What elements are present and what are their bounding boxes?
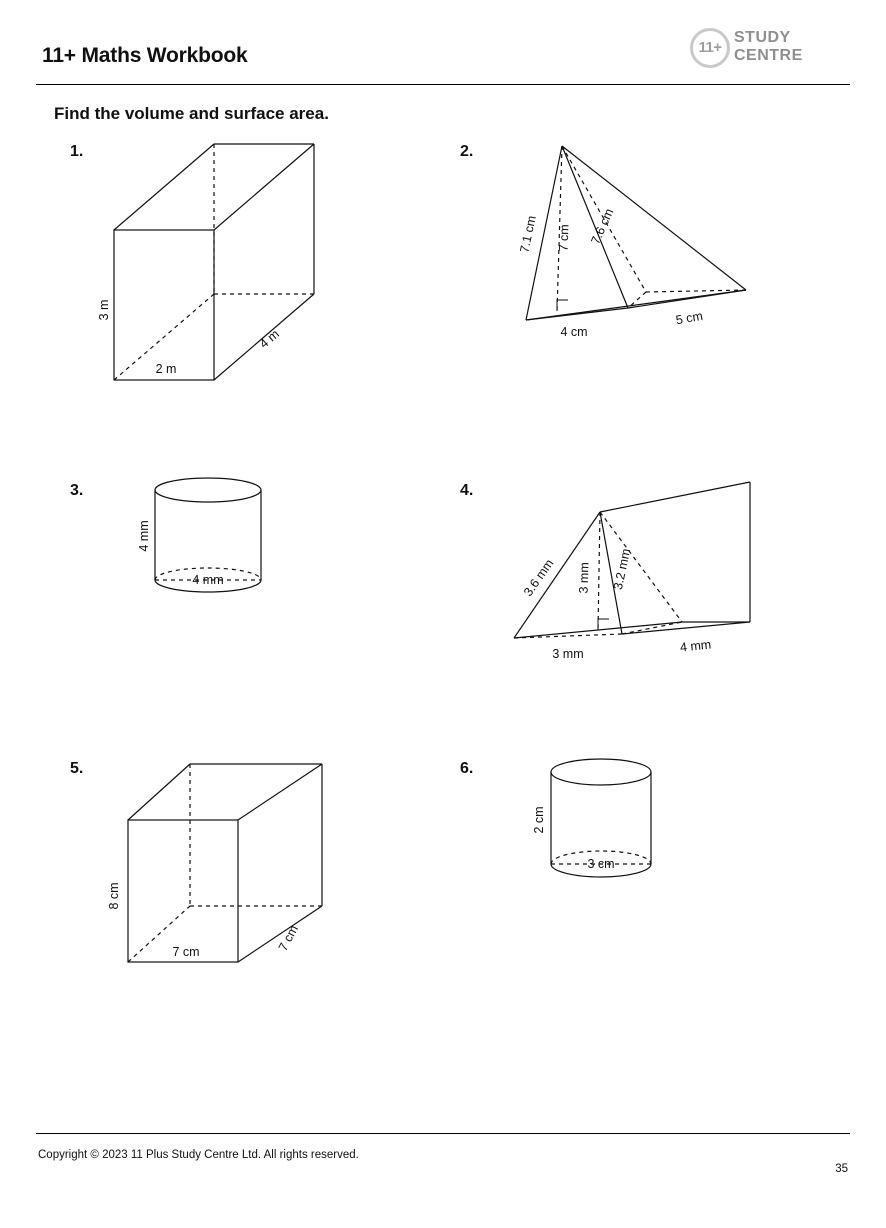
label-q4-base: 3 mm xyxy=(552,647,584,661)
header-divider xyxy=(36,84,850,85)
figure-question-6 xyxy=(532,748,720,908)
figure-question-4 xyxy=(500,470,780,670)
page-title: 11+ Maths Workbook xyxy=(42,44,248,67)
label-q2-height: 7 cm xyxy=(556,224,572,252)
label-q5-height: 8 cm xyxy=(107,882,121,910)
label-q3-diameter: 4 mm xyxy=(192,573,224,587)
label-q2-length: 5 cm xyxy=(674,308,704,328)
page-header xyxy=(0,0,886,90)
label-q1-depth: 4 m xyxy=(256,326,282,351)
figure-question-5 xyxy=(100,748,360,988)
label-q4-slant-right: 3.2 mm xyxy=(610,547,634,592)
question-number-1: 1. xyxy=(70,143,84,160)
logo-wordmark xyxy=(734,29,803,65)
figure-question-3 xyxy=(137,470,320,630)
instruction-text: Find the volume and surface area. xyxy=(54,104,329,123)
label-q5-depth: 7 cm xyxy=(275,922,302,954)
label-q2-slant-right: 7.6 cm xyxy=(588,206,617,247)
label-q4-slant-left: 3.6 mm xyxy=(521,556,557,599)
logo xyxy=(690,26,850,72)
label-q4-length: 4 mm xyxy=(679,637,712,655)
logo-badge-text: 11+ xyxy=(698,39,722,56)
question-number-6: 6. xyxy=(460,760,474,777)
question-number-3: 3. xyxy=(70,482,84,499)
logo-line-1: STUDY xyxy=(734,29,791,46)
question-number-2: 2. xyxy=(460,143,474,160)
label-q1-height: 3 m xyxy=(97,299,111,321)
footer-page-number: 35 xyxy=(835,1163,848,1175)
label-q5-width: 7 cm xyxy=(172,945,200,959)
logo-badge-icon xyxy=(690,28,730,68)
footer-divider xyxy=(36,1133,850,1134)
label-q2-base: 4 cm xyxy=(560,325,588,339)
label-q6-diameter: 3 cm xyxy=(587,857,615,871)
label-q2-slant-left: 7.1 cm xyxy=(517,214,539,254)
question-number-5: 5. xyxy=(70,760,84,777)
label-q4-height: 3 mm xyxy=(576,562,592,594)
footer-copyright: Copyright © 2023 11 Plus Study Centre Ltd. All rights reserved. xyxy=(38,1149,359,1161)
question-number-4: 4. xyxy=(460,482,474,499)
figure-question-2 xyxy=(500,130,780,360)
label-q1-width: 2 m xyxy=(155,362,177,376)
label-q3-height: 4 mm xyxy=(137,520,151,552)
logo-line-2: CENTRE xyxy=(734,47,803,64)
label-q6-height: 2 cm xyxy=(532,806,546,834)
figure-question-1 xyxy=(97,130,360,390)
